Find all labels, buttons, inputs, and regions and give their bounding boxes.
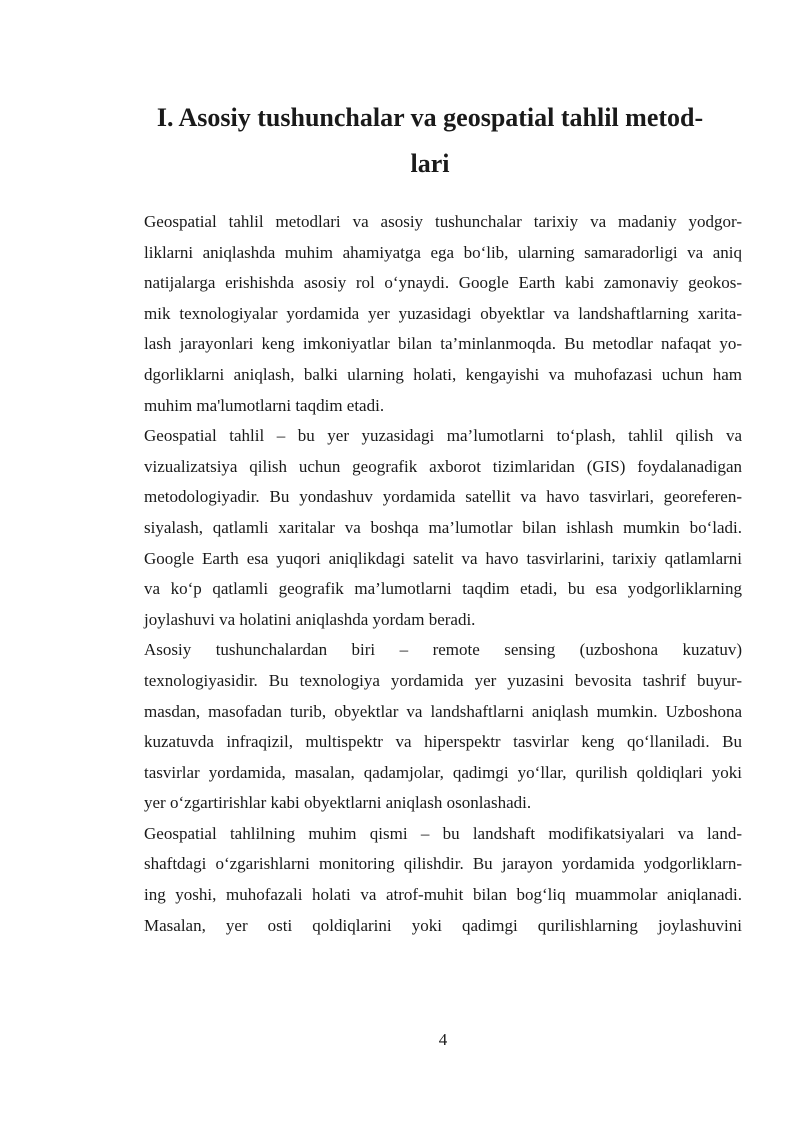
paragraph-4 (115, 819, 742, 941)
text-line: va ko‘p qatlamli geografik ma’lumotlarni taqdim etadi, bu esa yodgorliklarning (144, 579, 742, 599)
text-line: liklarni aniqlashda muhim ahamiyatga ega bo‘lib, ularning samaradorligi va aniq (144, 242, 742, 262)
page-number: 4 (438, 1030, 448, 1049)
text-line: Geospatial tahlil metodlari va asosiy tushunchalar tarixiy va madaniy yodgor- (144, 212, 742, 231)
text-line: joylashuvi va holatini aniqlashda yordam beradi. (144, 609, 476, 629)
text-line: lash jarayonlari keng imkoniyatlar bilan ta’minlanmoqda. Bu metodlar nafaqat yo- (144, 334, 742, 354)
paragraph-2 (115, 421, 742, 635)
text-line: Geospatial tahlilning muhim qismi – bu landshaft modifikatsiyalari va land- (144, 823, 742, 843)
text-line: Masalan, yer osti qoldiqlarini yoki qadimgi qurilishlarning joylashuvini (144, 915, 742, 935)
paragraph-1 (115, 207, 742, 421)
text-line: yer o‘zgartirishlar kabi obyektlarni aniqlash osonlashadi. (144, 793, 532, 813)
text-line: mik texnologiyalar yordamida yer yuzasidagi obyektlar va landshaftlarning xarita- (144, 303, 742, 323)
text-line: siyalash, qatlamli xaritalar va boshqa ma’lumotlar bilan ishlash mumkin bo‘ladi. (144, 517, 742, 537)
text-line: shaftdagi o‘zgarishlarni monitoring qilishdir. Bu jarayon yordamida yodgorliklarn- (144, 854, 742, 874)
section-title-line-1: I. Asosiy tushunchalar va geospatial tahlil metod- (156, 103, 704, 132)
text-line: tasvirlar yordamida, masalan, qadamjolar, qadimgi yo‘llar, qurilish qoldiqlari yoki (144, 762, 742, 782)
text-line: Geospatial tahlil – bu yer yuzasidagi ma’lumotlarni to‘plash, tahlil qilish va (144, 426, 742, 446)
text-line: natijalarga erishishda asosiy rol o‘ynaydi. Google Earth kabi zamonaviy geokos- (144, 273, 742, 293)
section-title (120, 95, 740, 187)
text-line: vizualizatsiya qilish uchun geografik axborot tizimlaridan (GIS) foydalanadigan (144, 456, 742, 476)
section-title-line-2: lari (410, 149, 450, 178)
paragraph-3 (115, 635, 742, 819)
text-line: ing yoshi, muhofazali holati va atrof-muhit bilan bog‘liq muammolar aniqlanadi. (144, 885, 742, 905)
text-line: Google Earth esa yuqori aniqlikdagi satelit va havo tasvirlarini, tarixiy qatlamlarni (144, 548, 742, 568)
text-line: kuzatuvda infraqizil, multispektr va hiperspektr tasvirlar keng qo‘llaniladi. Bu (144, 732, 742, 752)
text-line: muhim ma'lumotlarni taqdim etadi. (144, 395, 385, 415)
text-line: texnologiyasidir. Bu texnologiya yordamida yer yuzasini bevosita tashrif buyur- (144, 670, 742, 690)
text-line: metodologiyadir. Bu yondashuv yordamida satellit va havo tasvirlari, georeferen- (144, 487, 742, 507)
text-line: Asosiy tushunchalardan biri – remote sensing (uzboshona kuzatuv) (144, 640, 742, 660)
body-text (115, 207, 742, 941)
text-line: dgorliklarni aniqlash, balki ularning holati, kengayishi va muhofazasi uchun ham (144, 364, 742, 384)
text-line: masdan, masofadan turib, obyektlar va landshaftlarni aniqlash mumkin. Uzboshona (144, 701, 742, 721)
